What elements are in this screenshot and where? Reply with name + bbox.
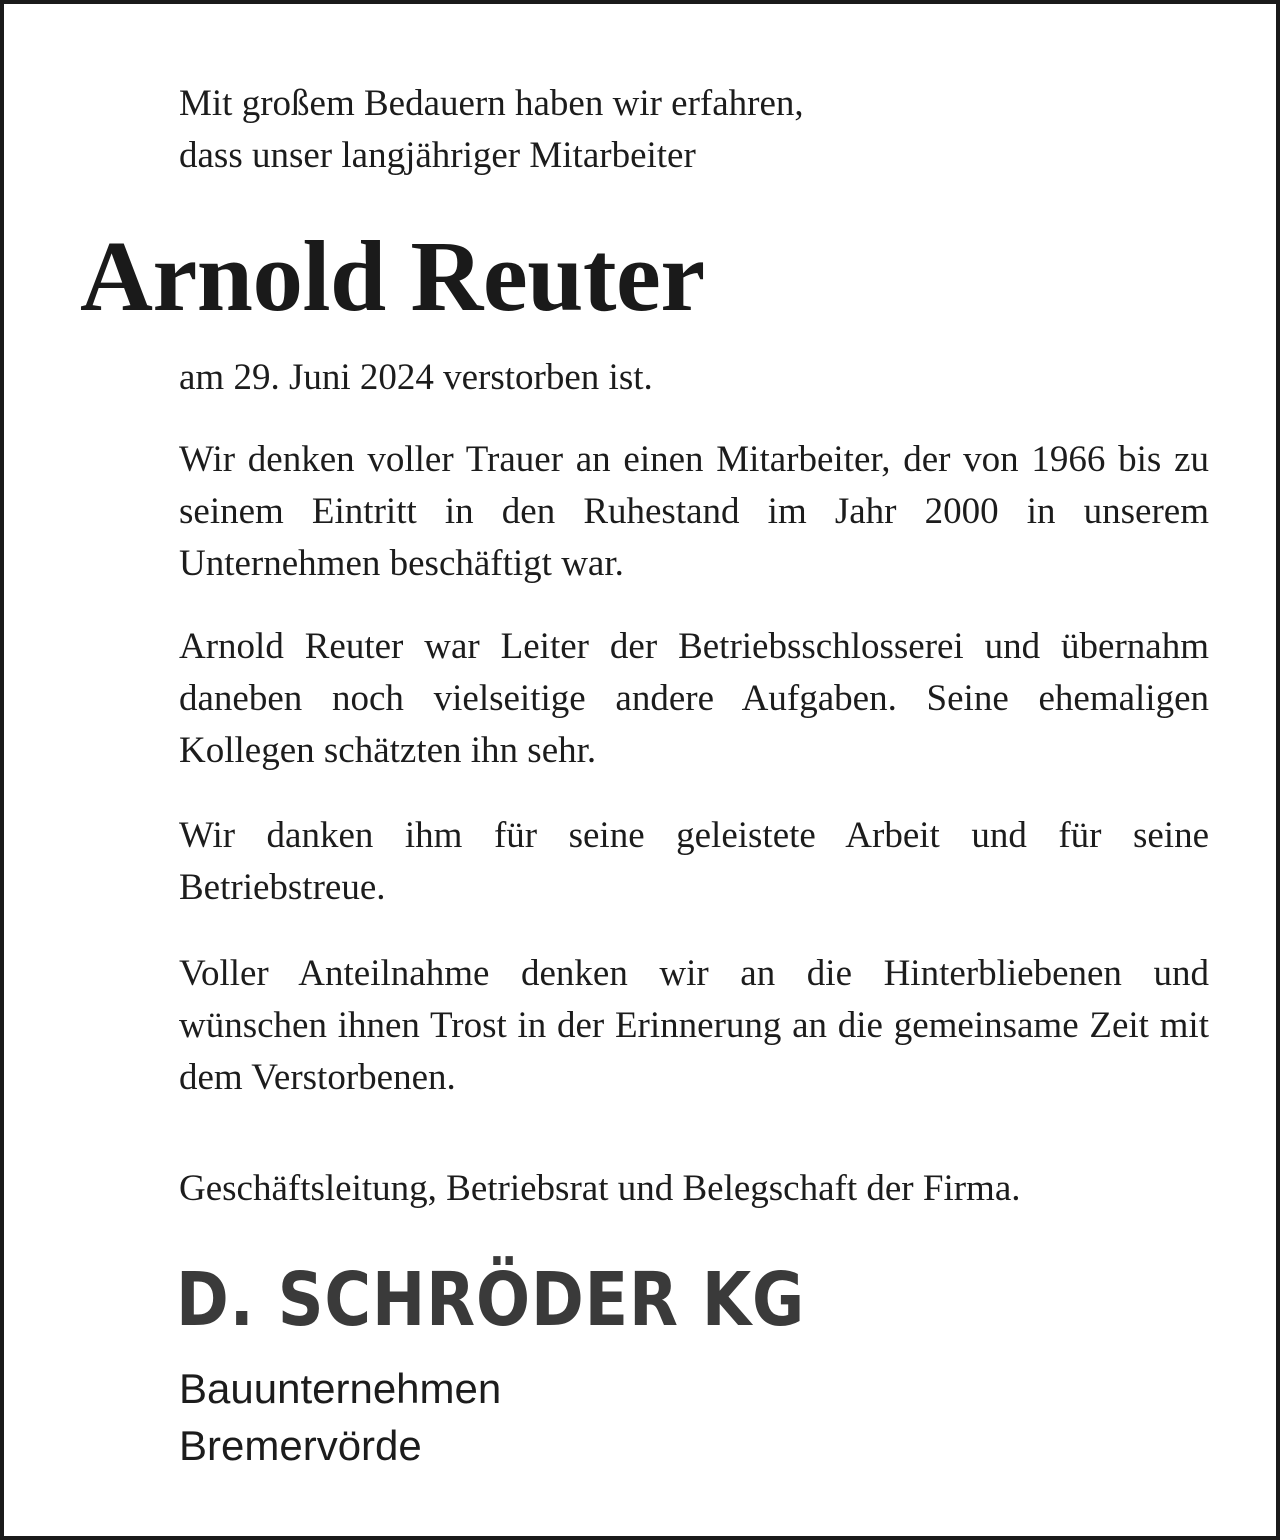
company-type: Bauunternehmen [179,1365,502,1412]
intro-text [179,78,1209,182]
signature-line: Geschäftsleitung, Betriebsrat und Belegschaft der Firma. [179,1168,1021,1209]
intro-line-1: Mit großem Bedauern haben wir erfahren, [179,83,804,124]
company-location: Bremervörde [179,1422,422,1469]
paragraph-employment: Wir denken voller Trauer an einen Mitarbeiter, der von 1966 bis zu seinem Eintritt in den Ruhestand im Jahr 2000 in unserem Unternehmen beschäftigt war. [179,439,1209,584]
deceased-name: Arnold Reuter [80,220,705,332]
paragraph-thanks: Wir danken ihm für seine geleistete Arbeit und für seine Betriebstreue. [179,815,1209,908]
paragraph-role: Arnold Reuter war Leiter der Betriebsschlosserei und übernahm daneben noch vielseitige andere Aufgaben. Seine ehemaligen Kollegen schätzten ihn sehr. [179,626,1209,771]
company-logo-name: D. SCHRÖDER KG [176,1257,806,1343]
intro-line-2: dass unser langjähriger Mitarbeiter [179,135,696,176]
paragraph-condolence: Voller Anteilnahme denken wir an die Hinterbliebenen und wünschen ihnen Trost in der Erinnerung an die gemeinsame Zeit mit dem Verstorbenen. [179,953,1209,1098]
death-date-text: am 29. Juni 2024 verstorben ist. [179,357,653,398]
